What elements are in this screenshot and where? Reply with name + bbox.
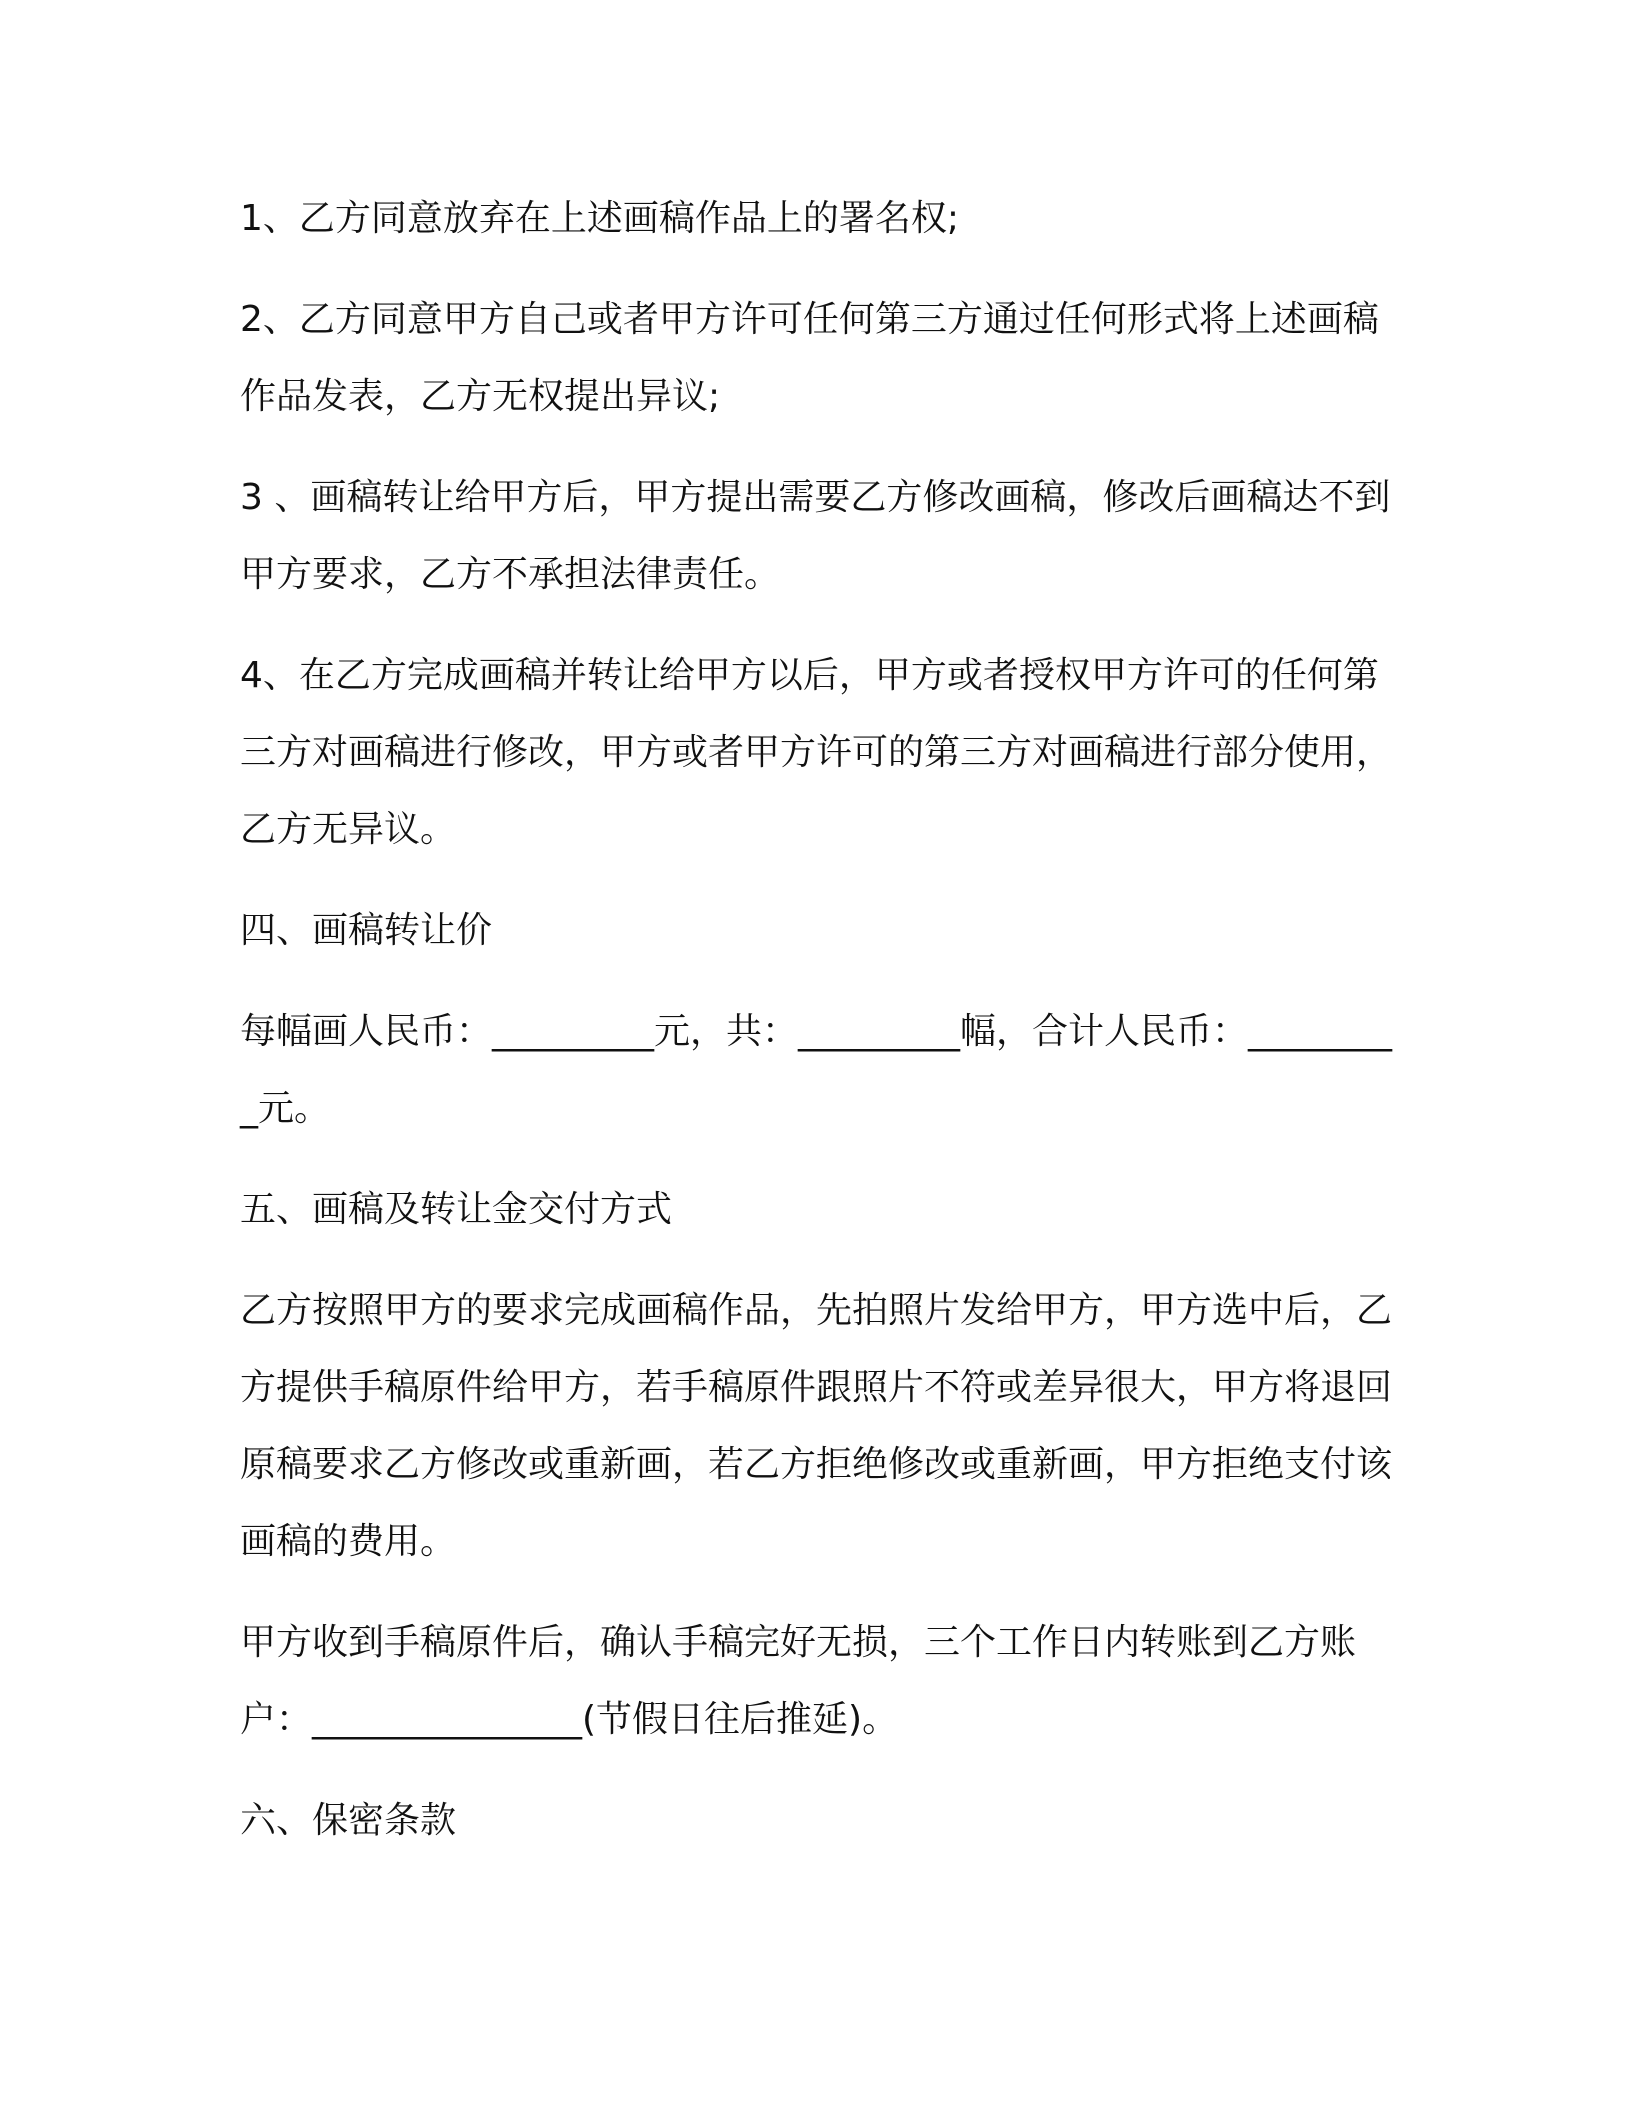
clause-2-paragraph: 2、乙方同意甲方自己或者甲方许可任何第三方通过任何形式将上述画稿作品发表，乙方无权提出异议; — [240, 299, 1379, 417]
price-paragraph: 每幅画人民币：_________元，共：_________幅，合计人民币：_________元。 — [240, 1011, 1393, 1129]
clause-1-paragraph: 1、乙方同意放弃在上述画稿作品上的署名权; — [240, 198, 960, 239]
delivery-paragraph: 乙方按照甲方的要求完成画稿作品，先拍照片发给甲方，甲方选中后，乙方提供手稿原件给甲方，若手稿原件跟照片不符或差异很大，甲方将退回原稿要求乙方修改或重新画，若乙方拒绝修改或重新画，甲方拒绝支付该画稿的费用。 — [240, 1290, 1393, 1562]
clause-4-paragraph: 4、在乙方完成画稿并转让给甲方以后，甲方或者授权甲方许可的任何第三方对画稿进行修改，甲方或者甲方许可的第三方对画稿进行部分使用，乙方无异议。 — [240, 655, 1393, 850]
section-4-heading: 四、画稿转让价 — [240, 910, 493, 951]
section-6-heading: 六、保密条款 — [240, 1800, 457, 1841]
section-5-heading: 五、画稿及转让金交付方式 — [240, 1189, 673, 1230]
document-page — [240, 180, 1400, 1883]
payment-paragraph: 甲方收到手稿原件后，确认手稿完好无损，三个工作日内转账到乙方账户：_______________(节假日往后推延)。 — [240, 1622, 1357, 1740]
clause-3-paragraph: 3 、画稿转让给甲方后，甲方提出需要乙方修改画稿，修改后画稿达不到甲方要求，乙方不承担法律责任。 — [240, 477, 1391, 595]
